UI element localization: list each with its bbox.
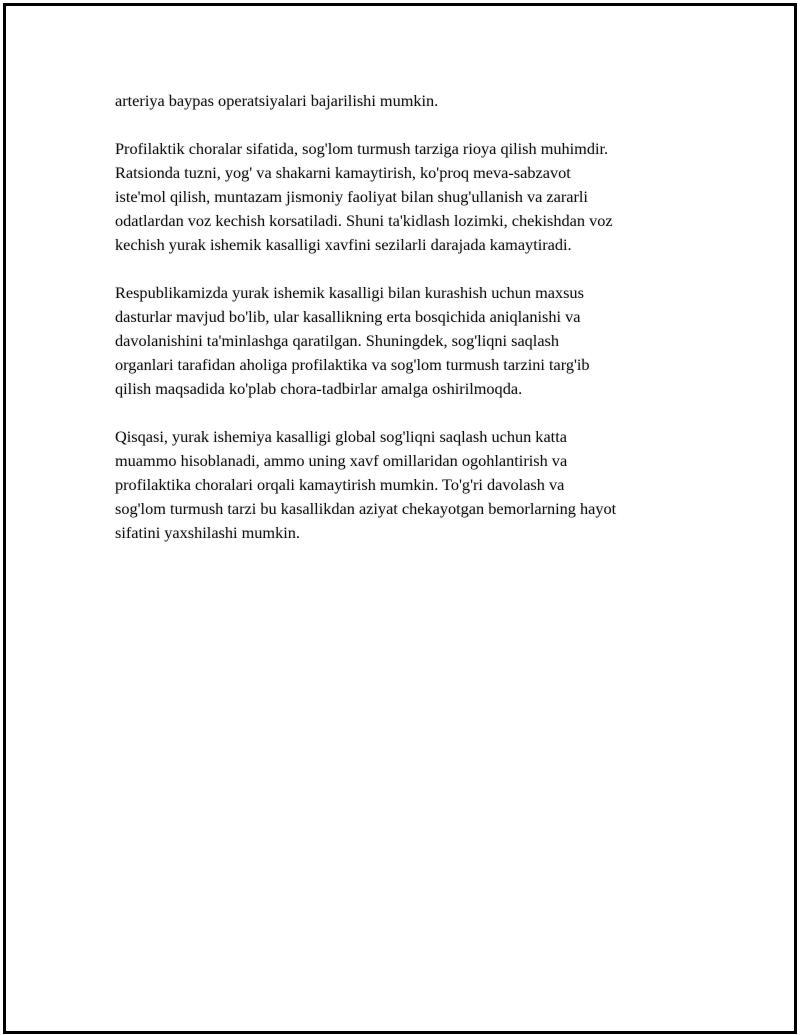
- text-line: qilish maqsadida ko'plab chora-tadbirlar amalga oshirilmoqda.: [115, 379, 523, 398]
- document-body: [115, 89, 695, 569]
- text-line: Ratsionda tuzni, yog' va shakarni kamaytirish, ko'proq meva-sabzavot: [115, 163, 571, 182]
- paragraph-4: [115, 425, 695, 545]
- paragraph-2: [115, 137, 695, 257]
- text-line: odatlardan voz kechish korsatiladi. Shuni ta'kidlash lozimki, chekishdan voz: [115, 211, 613, 230]
- text-line: dasturlar mavjud bo'lib, ular kasallikning erta bosqichida aniqlanishi va: [115, 307, 581, 326]
- text-line: iste'mol qilish, muntazam jismoniy faoliyat bilan shug'ullanish va zararli: [115, 187, 588, 206]
- text-line: arteriya baypas operatsiyalari bajarilishi mumkin.: [115, 91, 439, 110]
- text-line: davolanishini ta'minlashga qaratilgan. Shuningdek, sog'liqni saqlash: [115, 331, 560, 350]
- paragraph-1: [115, 89, 695, 113]
- paragraph-3: [115, 281, 695, 401]
- text-line: profilaktika choralari orqali kamaytirish mumkin. To'g'ri davolash va: [115, 475, 565, 494]
- text-line: kechish yurak ishemik kasalligi xavfini sezilarli darajada kamaytiradi.: [115, 235, 572, 254]
- text-line: muammo hisoblanadi, ammo uning xavf omillaridan ogohlantirish va: [115, 451, 568, 470]
- text-line: sifatini yaxshilashi mumkin.: [115, 523, 300, 542]
- text-line: Profilaktik choralar sifatida, sog'lom turmush tarziga rioya qilish muhimdir.: [115, 139, 609, 158]
- text-line: sog'lom turmush tarzi bu kasallikdan aziyat chekayotgan bemorlarning hayot: [115, 499, 617, 518]
- text-line: Respublikamizda yurak ishemik kasalligi bilan kurashish uchun maxsus: [115, 283, 584, 302]
- text-line: organlari tarafidan aholiga profilaktika va sog'lom turmush tarzini targ'ib: [115, 355, 590, 374]
- text-line: Qisqasi, yurak ishemiya kasalligi global sog'liqni saqlash uchun katta: [115, 427, 567, 446]
